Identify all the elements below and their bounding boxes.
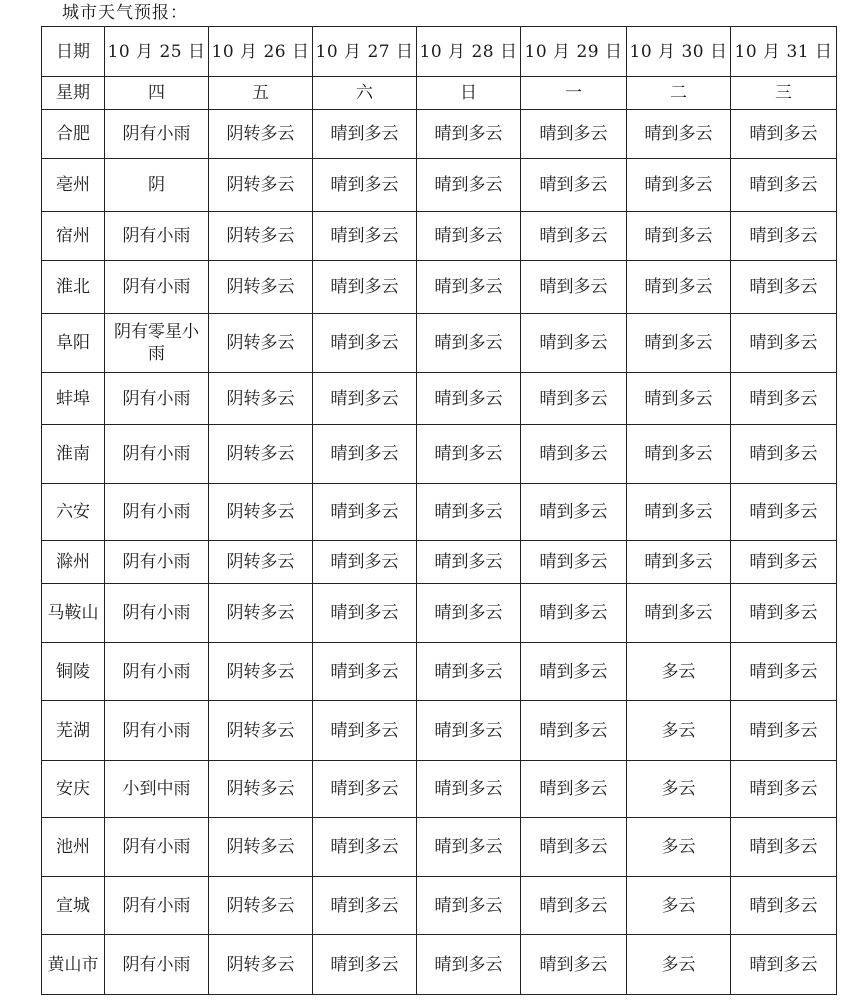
- forecast-cell: 多云: [627, 818, 731, 877]
- city-row: [42, 159, 837, 212]
- forecast-cell: 阴转多云: [209, 425, 313, 484]
- date-cell: 10 月 27 日: [313, 27, 417, 77]
- forecast-cell: 阴转多云: [209, 761, 313, 818]
- forecast-cell: 晴到多云: [313, 373, 417, 425]
- forecast-cell: 晴到多云: [627, 159, 731, 212]
- forecast-cell: 晴到多云: [731, 761, 837, 818]
- forecast-cell: 阴有零星小雨: [105, 314, 209, 373]
- forecast-cell: 晴到多云: [731, 818, 837, 877]
- forecast-cell: 晴到多云: [313, 212, 417, 261]
- weather-forecast-table: [41, 26, 837, 995]
- forecast-cell: 阴有小雨: [105, 373, 209, 425]
- forecast-cell: 晴到多云: [521, 484, 627, 541]
- forecast-cell: 晴到多云: [731, 110, 837, 159]
- weekday-cell: 一: [521, 77, 627, 110]
- forecast-cell: 多云: [627, 643, 731, 701]
- forecast-cell: 晴到多云: [521, 818, 627, 877]
- forecast-cell: 晴到多云: [417, 373, 521, 425]
- date-cell: 10 月 25 日: [105, 27, 209, 77]
- forecast-cell: 晴到多云: [417, 877, 521, 935]
- forecast-cell: 晴到多云: [417, 541, 521, 584]
- city-name-cell: 芜湖: [42, 701, 105, 761]
- forecast-cell: 阴有小雨: [105, 584, 209, 643]
- forecast-cell: 阴转多云: [209, 935, 313, 995]
- weekday-cell: 五: [209, 77, 313, 110]
- city-row: [42, 935, 837, 995]
- city-name-cell: 宣城: [42, 877, 105, 935]
- forecast-cell: 晴到多云: [627, 373, 731, 425]
- date-cell: 10 月 28 日: [417, 27, 521, 77]
- city-row: [42, 877, 837, 935]
- city-name-cell: 铜陵: [42, 643, 105, 701]
- city-row: [42, 643, 837, 701]
- forecast-cell: 晴到多云: [627, 212, 731, 261]
- forecast-cell: 晴到多云: [313, 159, 417, 212]
- forecast-cell: 晴到多云: [417, 159, 521, 212]
- city-row: [42, 701, 837, 761]
- forecast-cell: 晴到多云: [417, 425, 521, 484]
- forecast-cell: 晴到多云: [731, 314, 837, 373]
- forecast-cell: 晴到多云: [313, 261, 417, 314]
- forecast-cell: 晴到多云: [521, 584, 627, 643]
- city-name-cell: 池州: [42, 818, 105, 877]
- weekday-cell: 三: [731, 77, 837, 110]
- forecast-cell: 晴到多云: [731, 541, 837, 584]
- forecast-cell: 小到中雨: [105, 761, 209, 818]
- forecast-cell: 阴转多云: [209, 584, 313, 643]
- city-name-cell: 六安: [42, 484, 105, 541]
- forecast-cell: 阴转多云: [209, 541, 313, 584]
- forecast-cell: 阴转多云: [209, 159, 313, 212]
- city-row: [42, 212, 837, 261]
- city-row: [42, 584, 837, 643]
- forecast-cell: 晴到多云: [521, 877, 627, 935]
- forecast-cell: 多云: [627, 877, 731, 935]
- forecast-cell: 阴转多云: [209, 818, 313, 877]
- forecast-cell: 晴到多云: [731, 584, 837, 643]
- forecast-cell: 晴到多云: [521, 761, 627, 818]
- forecast-cell: 晴到多云: [313, 818, 417, 877]
- forecast-cell: 阴转多云: [209, 110, 313, 159]
- forecast-cell: 晴到多云: [521, 110, 627, 159]
- forecast-cell: 晴到多云: [521, 373, 627, 425]
- forecast-cell: 阴有小雨: [105, 110, 209, 159]
- forecast-cell: 晴到多云: [731, 701, 837, 761]
- forecast-cell: 阴有小雨: [105, 425, 209, 484]
- city-row: [42, 373, 837, 425]
- forecast-cell: 晴到多云: [731, 877, 837, 935]
- forecast-cell: 阴有小雨: [105, 541, 209, 584]
- forecast-cell: 晴到多云: [313, 541, 417, 584]
- forecast-cell: 晴到多云: [417, 643, 521, 701]
- forecast-cell: 晴到多云: [731, 643, 837, 701]
- date-header-row: [42, 27, 837, 77]
- forecast-cell: 晴到多云: [731, 212, 837, 261]
- date-cell: 10 月 26 日: [209, 27, 313, 77]
- forecast-cell: 阴转多云: [209, 261, 313, 314]
- forecast-cell: 晴到多云: [731, 373, 837, 425]
- forecast-cell: 晴到多云: [417, 761, 521, 818]
- forecast-cell: 多云: [627, 935, 731, 995]
- forecast-cell: 阴转多云: [209, 701, 313, 761]
- forecast-cell: 晴到多云: [627, 261, 731, 314]
- date-cell: 10 月 29 日: [521, 27, 627, 77]
- forecast-cell: 晴到多云: [417, 818, 521, 877]
- city-row: [42, 541, 837, 584]
- weekday-cell: 四: [105, 77, 209, 110]
- forecast-cell: 阴有小雨: [105, 484, 209, 541]
- forecast-cell: 晴到多云: [521, 935, 627, 995]
- city-row: [42, 761, 837, 818]
- city-name-cell: 宿州: [42, 212, 105, 261]
- city-row: [42, 425, 837, 484]
- date-label-cell: 日期: [42, 27, 105, 77]
- forecast-cell: 晴到多云: [417, 484, 521, 541]
- forecast-cell: 阴有小雨: [105, 643, 209, 701]
- city-name-cell: 亳州: [42, 159, 105, 212]
- city-name-cell: 马鞍山: [42, 584, 105, 643]
- city-row: [42, 314, 837, 373]
- forecast-cell: 晴到多云: [417, 701, 521, 761]
- forecast-cell: 晴到多云: [731, 261, 837, 314]
- forecast-cell: 阴转多云: [209, 373, 313, 425]
- forecast-cell: 晴到多云: [627, 541, 731, 584]
- weekday-cell: 二: [627, 77, 731, 110]
- forecast-cell: 晴到多云: [627, 314, 731, 373]
- forecast-cell: 阴有小雨: [105, 935, 209, 995]
- forecast-cell: 晴到多云: [313, 484, 417, 541]
- weekday-label-cell: 星期: [42, 77, 105, 110]
- forecast-cell: 阴有小雨: [105, 701, 209, 761]
- forecast-cell: 晴到多云: [731, 935, 837, 995]
- forecast-cell: 晴到多云: [521, 314, 627, 373]
- forecast-cell: 晴到多云: [627, 425, 731, 484]
- forecast-cell: 晴到多云: [313, 643, 417, 701]
- forecast-cell: 晴到多云: [313, 935, 417, 995]
- forecast-cell: 晴到多云: [313, 761, 417, 818]
- forecast-cell: 晴到多云: [313, 584, 417, 643]
- city-name-cell: 淮北: [42, 261, 105, 314]
- forecast-cell: 阴转多云: [209, 877, 313, 935]
- forecast-cell: 晴到多云: [521, 643, 627, 701]
- weekday-header-row: [42, 77, 837, 110]
- forecast-cell: 晴到多云: [521, 701, 627, 761]
- forecast-cell: 阴转多云: [209, 314, 313, 373]
- date-cell: 10 月 30 日: [627, 27, 731, 77]
- forecast-cell: 晴到多云: [627, 110, 731, 159]
- forecast-cell: 阴有小雨: [105, 877, 209, 935]
- city-name-cell: 淮南: [42, 425, 105, 484]
- city-name-cell: 安庆: [42, 761, 105, 818]
- date-cell: 10 月 31 日: [731, 27, 837, 77]
- forecast-cell: 晴到多云: [731, 159, 837, 212]
- city-name-cell: 黄山市: [42, 935, 105, 995]
- city-name-cell: 阜阳: [42, 314, 105, 373]
- forecast-cell: 阴有小雨: [105, 818, 209, 877]
- forecast-cell: 晴到多云: [417, 212, 521, 261]
- forecast-cell: 阴转多云: [209, 643, 313, 701]
- city-name-cell: 滁州: [42, 541, 105, 584]
- forecast-cell: 晴到多云: [731, 484, 837, 541]
- forecast-cell: 多云: [627, 761, 731, 818]
- weekday-cell: 六: [313, 77, 417, 110]
- forecast-cell: 晴到多云: [313, 314, 417, 373]
- forecast-cell: 阴有小雨: [105, 212, 209, 261]
- forecast-cell: 阴转多云: [209, 212, 313, 261]
- forecast-cell: 晴到多云: [521, 212, 627, 261]
- city-row: [42, 261, 837, 314]
- city-name-cell: 合肥: [42, 110, 105, 159]
- forecast-cell: 晴到多云: [417, 935, 521, 995]
- forecast-cell: 晴到多云: [521, 541, 627, 584]
- forecast-caption: 城市天气预报：: [62, 3, 188, 23]
- forecast-cell: 晴到多云: [313, 110, 417, 159]
- forecast-cell: 阴: [105, 159, 209, 212]
- forecast-cell: 晴到多云: [417, 314, 521, 373]
- forecast-cell: 晴到多云: [521, 425, 627, 484]
- weekday-cell: 日: [417, 77, 521, 110]
- forecast-cell: 阴转多云: [209, 484, 313, 541]
- forecast-cell: 晴到多云: [313, 425, 417, 484]
- city-name-cell: 蚌埠: [42, 373, 105, 425]
- forecast-cell: 晴到多云: [313, 701, 417, 761]
- forecast-cell: 晴到多云: [627, 584, 731, 643]
- city-row: [42, 818, 837, 877]
- forecast-cell: 晴到多云: [417, 584, 521, 643]
- forecast-cell: 晴到多云: [731, 425, 837, 484]
- forecast-cell: 多云: [627, 701, 731, 761]
- forecast-cell: 晴到多云: [417, 261, 521, 314]
- city-row: [42, 110, 837, 159]
- city-row: [42, 484, 837, 541]
- forecast-cell: 晴到多云: [417, 110, 521, 159]
- forecast-cell: 阴有小雨: [105, 261, 209, 314]
- forecast-cell: 晴到多云: [521, 159, 627, 212]
- forecast-cell: 晴到多云: [521, 261, 627, 314]
- forecast-cell: 晴到多云: [313, 877, 417, 935]
- forecast-cell: 晴到多云: [627, 484, 731, 541]
